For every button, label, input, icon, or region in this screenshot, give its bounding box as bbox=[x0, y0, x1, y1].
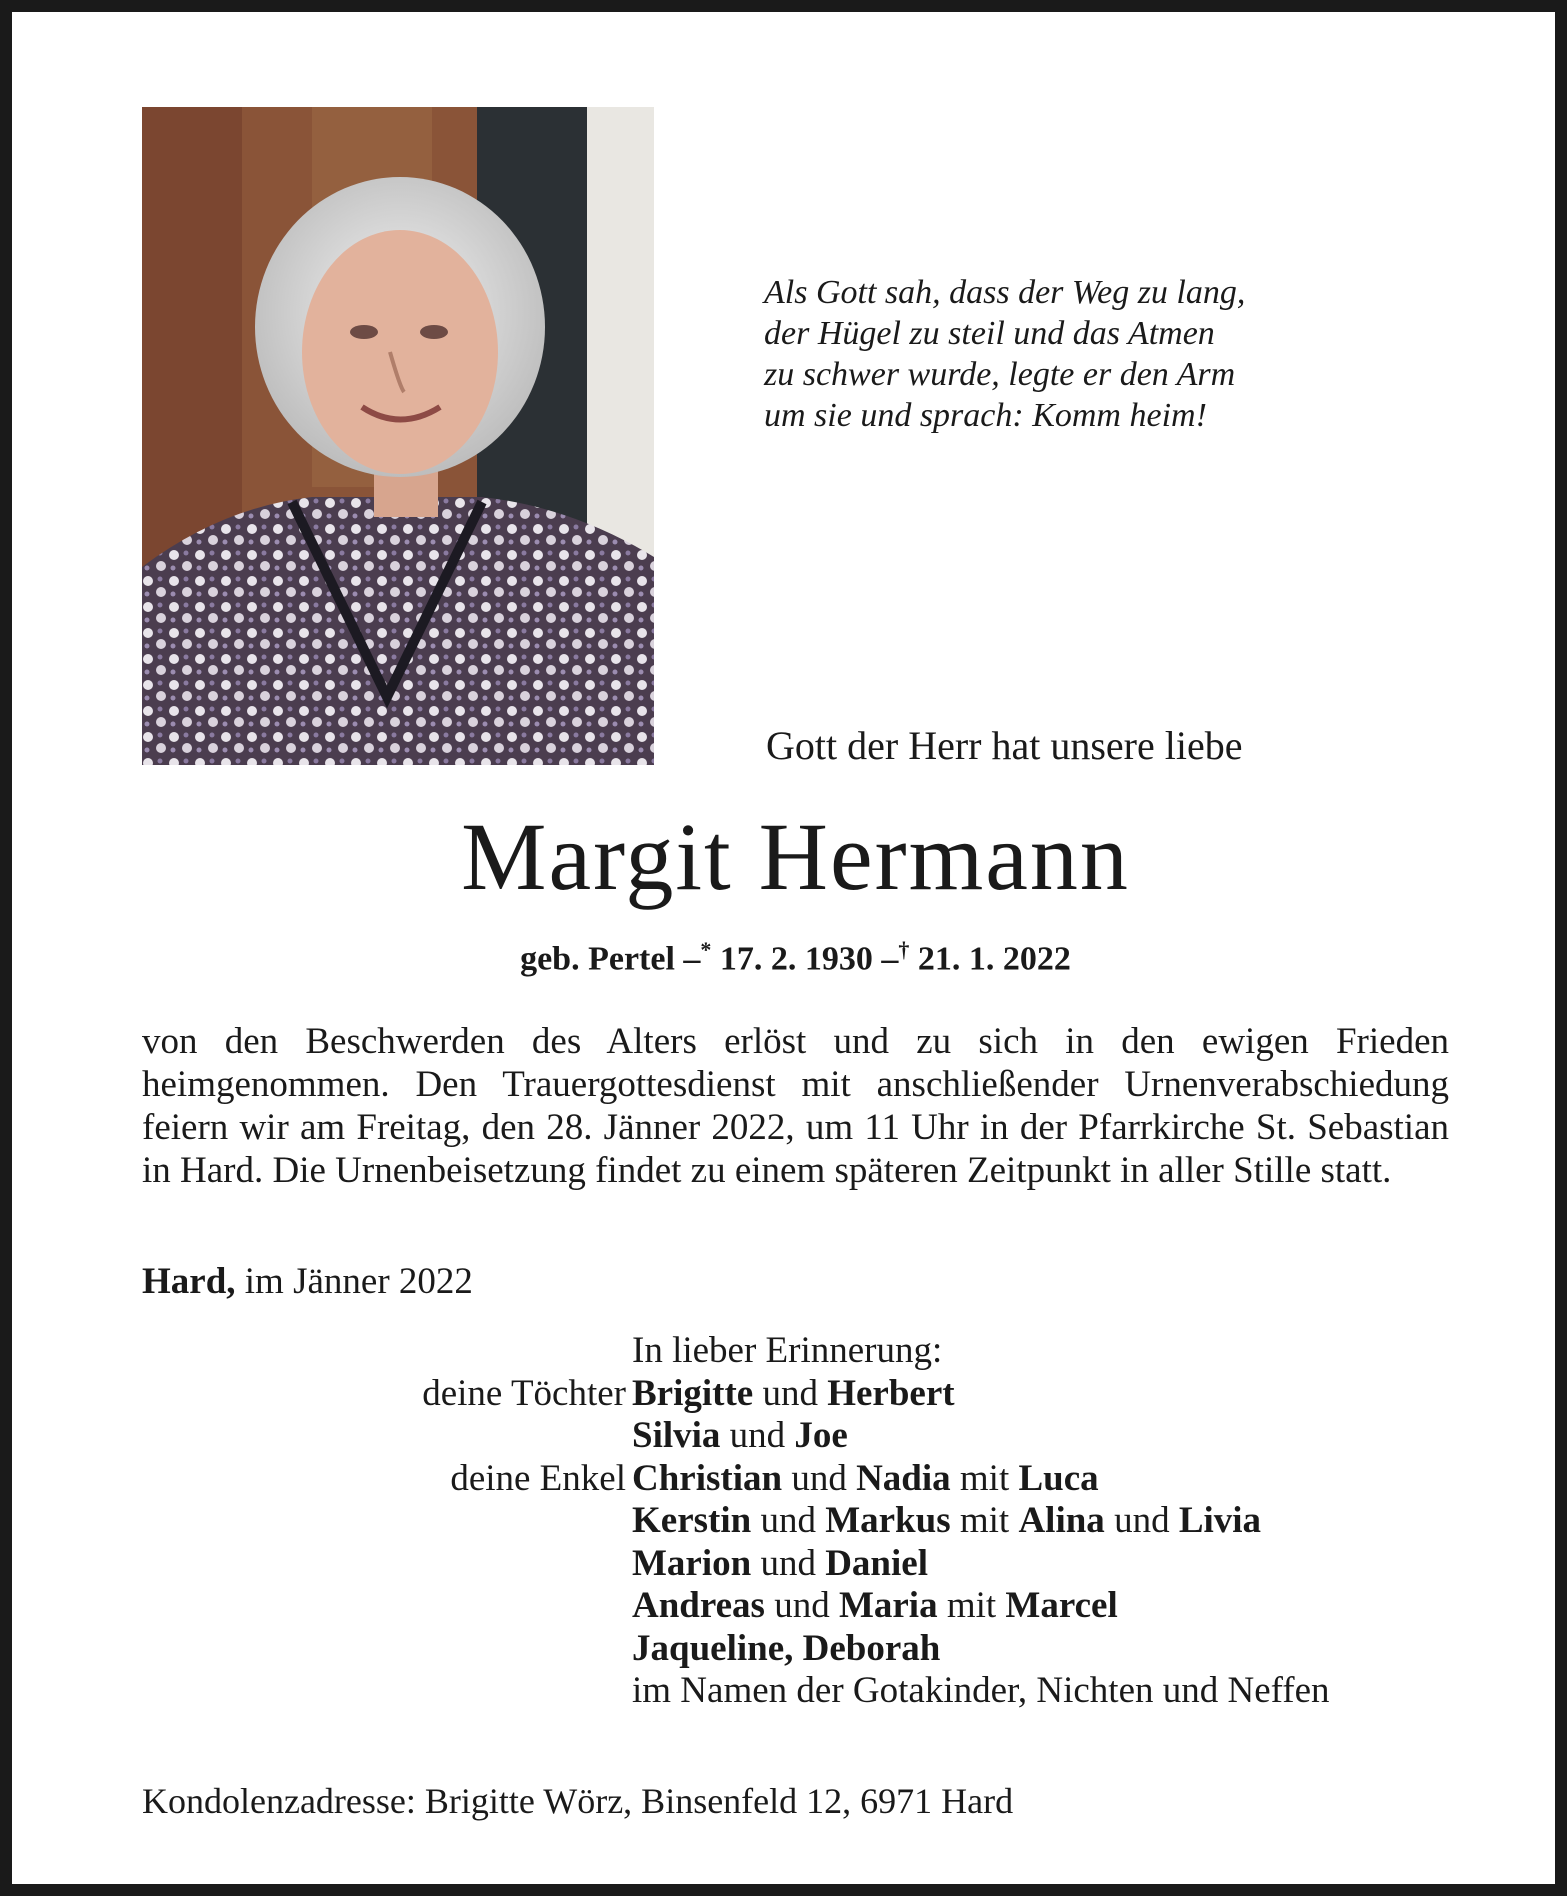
birth-date: 17. 2. 1930 bbox=[719, 940, 873, 978]
quote-line: der Hügel zu steil und das Atmen bbox=[764, 315, 1215, 352]
mourner-row bbox=[212, 1373, 1512, 1416]
mourner-name: Jaqueline, Deborah bbox=[632, 1627, 941, 1669]
mourner-name: Daniel bbox=[825, 1542, 928, 1584]
mourner-names bbox=[632, 1543, 928, 1586]
mourner-connector: mit bbox=[950, 1457, 1019, 1499]
mourner-row bbox=[212, 1543, 1512, 1586]
mourner-relation bbox=[212, 1585, 632, 1628]
mourner-relation: deine Töchter bbox=[422, 1372, 626, 1414]
mourner-rows bbox=[212, 1373, 1512, 1713]
life-dates bbox=[12, 937, 1567, 978]
mourners-list bbox=[212, 1330, 1512, 1713]
mourner-relation bbox=[212, 1670, 632, 1713]
death-date: 21. 1. 2022 bbox=[917, 940, 1071, 978]
mourner-name: Joe bbox=[794, 1415, 848, 1456]
mourner-names bbox=[632, 1458, 1099, 1501]
place-town: Hard, bbox=[142, 1261, 236, 1302]
dash: – bbox=[881, 940, 899, 978]
mourner-name: Marion bbox=[632, 1542, 752, 1584]
mourner-name: Livia bbox=[1178, 1500, 1262, 1541]
place-month: im Jänner 2022 bbox=[244, 1261, 473, 1302]
mourner-connector: und bbox=[751, 1542, 826, 1584]
mourners-heading-row bbox=[212, 1330, 1512, 1373]
mourner-row bbox=[212, 1585, 1512, 1628]
maiden-name: geb. Pertel bbox=[520, 940, 675, 978]
mourner-names bbox=[632, 1415, 848, 1458]
mourner-relation: deine Enkel bbox=[450, 1457, 626, 1499]
memorial-quote bbox=[764, 272, 1414, 436]
place-date bbox=[142, 1260, 473, 1303]
mourner-names bbox=[632, 1585, 1118, 1628]
mourner-row bbox=[212, 1415, 1512, 1458]
mourner-name: Christian bbox=[632, 1457, 783, 1499]
portrait-image bbox=[142, 107, 654, 765]
mourner-name: Brigitte bbox=[632, 1372, 754, 1414]
mourner-row bbox=[212, 1458, 1512, 1501]
condolence-address: Kondolenzadresse: Brigitte Wörz, Binsenfeld 12, 6971 Hard bbox=[142, 1781, 1014, 1821]
mourner-name: Kerstin bbox=[632, 1500, 752, 1541]
mourner-name: Herbert bbox=[827, 1372, 955, 1414]
mourner-connector: mit bbox=[937, 1585, 1006, 1626]
mourner-name: Maria bbox=[838, 1585, 938, 1626]
portrait-photo bbox=[142, 107, 654, 765]
quote-line: Als Gott sah, dass der Weg zu lang, bbox=[764, 274, 1246, 311]
announcement-text: von den Beschwerden des Alters erlöst und zu sich in den ewigen Frieden heimgenommen. Den Trauergottesdienst mit anschließender Urnenverabschiedung feiern wir am Freitag, den 28. Jänner 2022, um 11 Uhr in der Pfarrkirche St. Sebastian in Hard. Die Urnenbeisetzung findet zu einem späteren Zeitpunkt in aller Stille statt. bbox=[142, 1021, 1449, 1191]
mourner-relation bbox=[212, 1415, 632, 1458]
mourner-connector: und bbox=[720, 1415, 795, 1456]
intro-line: Gott der Herr hat unsere liebe bbox=[766, 723, 1243, 768]
birth-symbol: * bbox=[700, 937, 712, 962]
mourner-name: Nadia bbox=[856, 1457, 951, 1499]
mourner-name: Andreas bbox=[632, 1585, 765, 1626]
mourner-name: Silvia bbox=[632, 1415, 721, 1456]
mourner-connector: und bbox=[753, 1372, 828, 1414]
deceased-name: Margit Hermann bbox=[461, 803, 1130, 910]
mourner-relation bbox=[212, 1500, 632, 1543]
mourner-names bbox=[632, 1500, 1261, 1543]
mourner-name: Markus bbox=[825, 1500, 951, 1541]
quote-line: um sie und sprach: Komm heim! bbox=[764, 397, 1207, 434]
mourner-relation bbox=[212, 1543, 632, 1586]
mourner-row bbox=[212, 1500, 1512, 1543]
mourner-connector: und bbox=[764, 1585, 839, 1626]
mourner-name: Marcel bbox=[1005, 1585, 1118, 1626]
mourner-connector: im Namen der Gotakinder, Nichten und Neffen bbox=[632, 1670, 1330, 1711]
mourner-names bbox=[632, 1670, 1330, 1713]
mourner-relation bbox=[212, 1628, 632, 1671]
mourners-heading: In lieber Erinnerung: bbox=[632, 1330, 943, 1371]
mourner-names bbox=[632, 1373, 955, 1416]
quote-line: zu schwer wurde, legte er den Arm bbox=[764, 356, 1236, 393]
mourner-names bbox=[632, 1628, 940, 1671]
dash: – bbox=[683, 940, 701, 978]
mourner-connector: mit bbox=[950, 1500, 1019, 1541]
death-symbol: † bbox=[898, 937, 910, 962]
mourner-connector: und bbox=[782, 1457, 857, 1499]
mourner-row bbox=[212, 1670, 1512, 1713]
mourner-name: Luca bbox=[1018, 1457, 1099, 1499]
mourner-row bbox=[212, 1628, 1512, 1671]
mourner-connector: und bbox=[1104, 1500, 1179, 1541]
mourner-connector: und bbox=[751, 1500, 826, 1541]
mourner-name: Alina bbox=[1018, 1500, 1105, 1541]
